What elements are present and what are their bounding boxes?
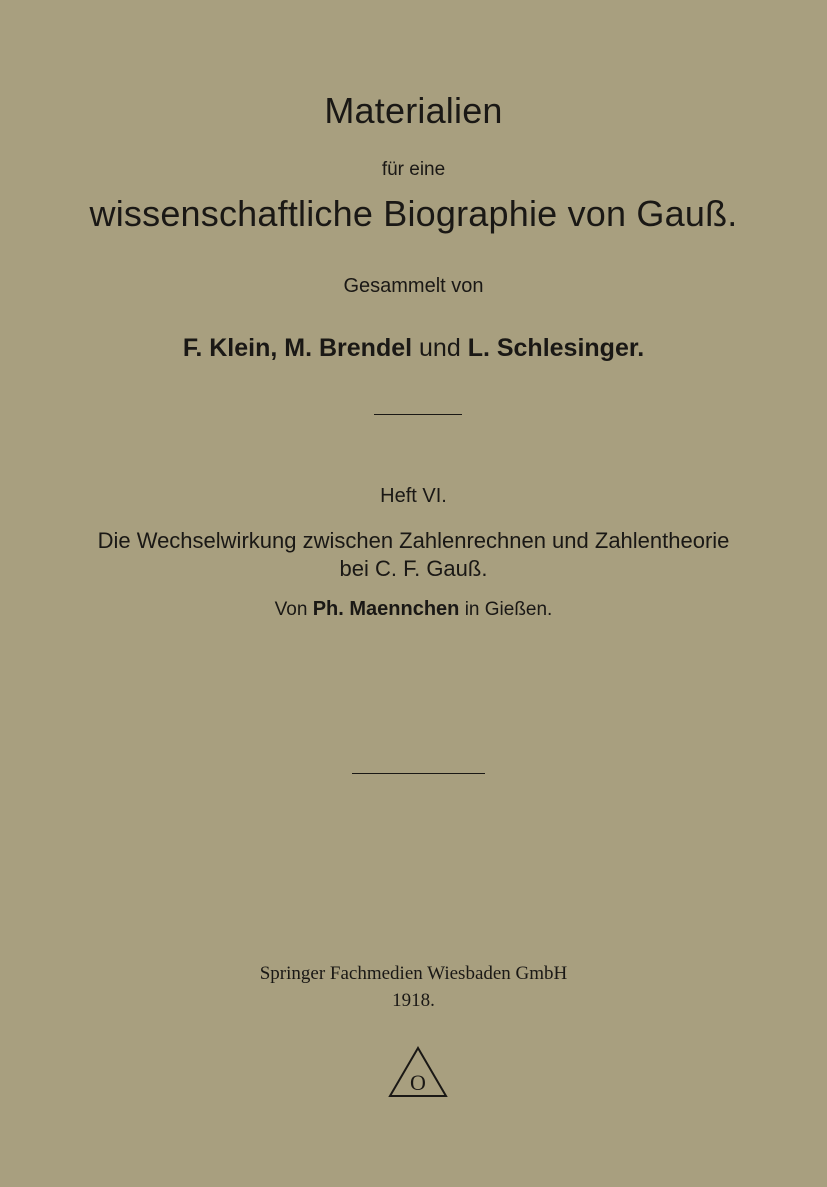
editors (0, 334, 827, 363)
series-title: Materialien (324, 90, 503, 131)
publication-year: 1918. (392, 990, 435, 1011)
divider-rule (374, 414, 462, 415)
logo-letter: O (410, 1070, 426, 1095)
author-line (0, 598, 827, 621)
editor-schlesinger: L. Schlesinger. (467, 334, 645, 362)
editors-conjunction: und (419, 334, 461, 362)
author-prefix: Von (274, 599, 308, 620)
author-name: Ph. Maennchen (312, 598, 460, 620)
series-subtitle: wissenschaftliche Biographie von Gauß. (89, 193, 738, 234)
divider-rule (352, 773, 485, 774)
series-subtitle-connector: für eine (381, 159, 446, 180)
publisher: Springer Fachmedien Wiesbaden GmbH (259, 963, 568, 984)
work-title-line-2: bei C. F. Gauß. (339, 556, 488, 581)
editor-klein: F. Klein, (182, 334, 278, 362)
volume-number: Heft VI. (380, 485, 447, 507)
editor-brendel: M. Brendel (284, 334, 413, 362)
work-title-line-1: Die Wechselwirkung zwischen Zahlenrechnen und Zahlentheorie (97, 528, 730, 553)
springer-triangle-icon (388, 1046, 448, 1098)
collected-by-label: Gesammelt von (343, 275, 484, 297)
author-location: in Gießen. (464, 599, 553, 620)
